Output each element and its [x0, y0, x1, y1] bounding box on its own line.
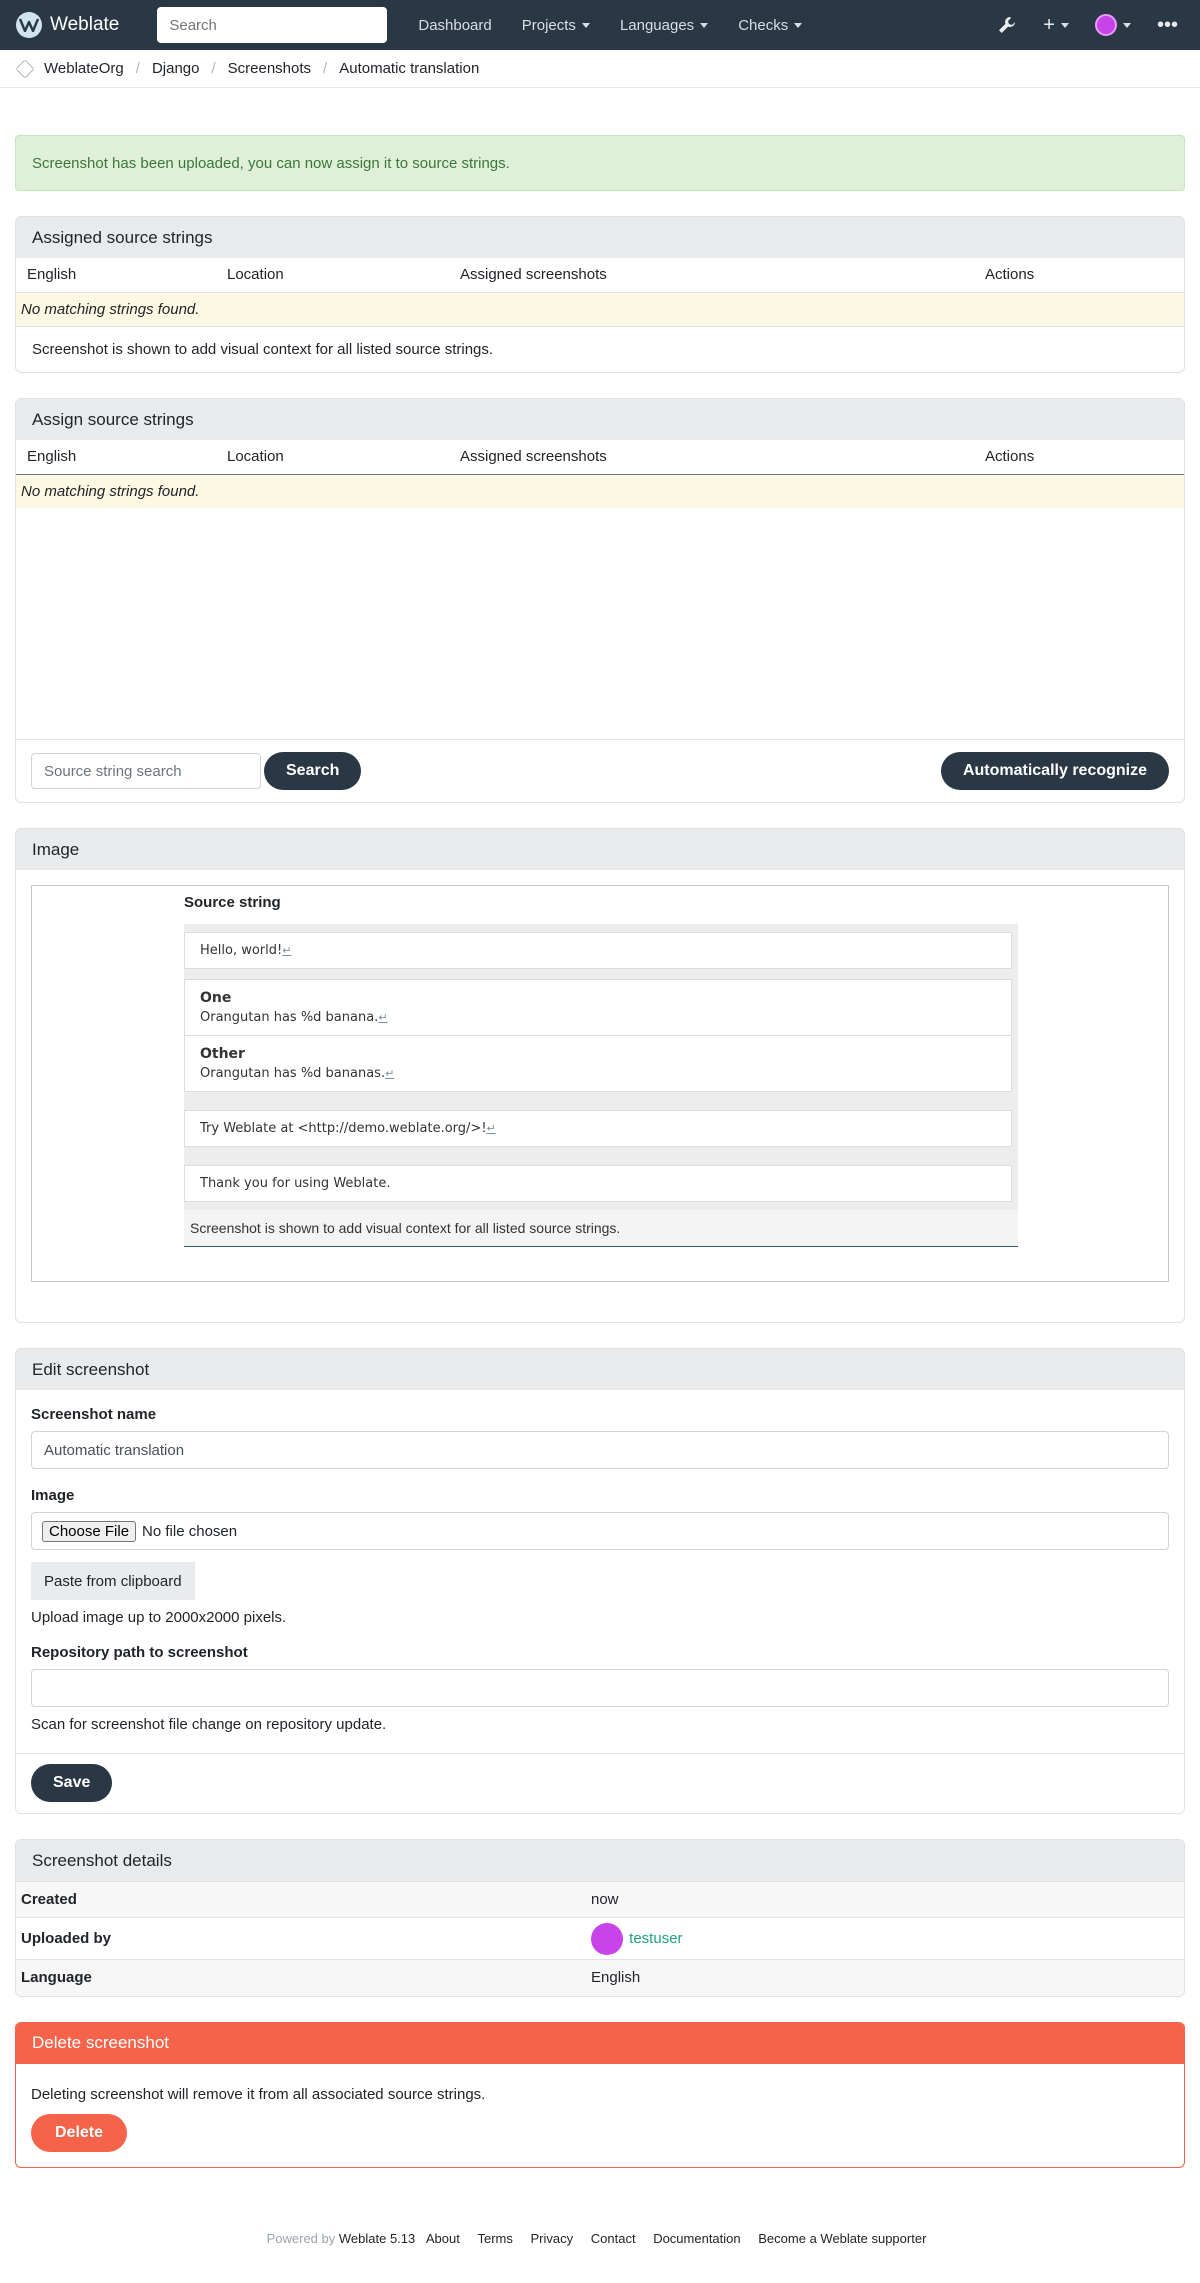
column-header: Actions — [974, 440, 1184, 474]
screenshot-header: Source string — [184, 894, 281, 911]
top-navbar — [0, 0, 1200, 50]
avatar — [591, 1923, 623, 1955]
nav-checks[interactable] — [723, 17, 817, 34]
breadcrumb-organization[interactable]: WeblateOrg — [44, 60, 124, 77]
brand-name: Weblate — [50, 14, 120, 35]
newline-icon: ↵ — [486, 1122, 496, 1135]
chevron-down-icon — [700, 23, 708, 28]
cube-icon — [15, 59, 34, 78]
language-label: Language — [16, 1960, 586, 1996]
screenshot-details-table — [16, 1881, 1184, 1996]
nav-right — [997, 14, 1184, 37]
column-header: Assigned screenshots — [449, 440, 974, 474]
screenshot-image — [31, 885, 1169, 1282]
row-gap — [184, 969, 1018, 979]
uploader-link[interactable]: testuser — [629, 1929, 683, 1947]
choose-file-button[interactable]: Choose File — [42, 1521, 136, 1542]
screenshot-content — [184, 886, 1018, 1282]
row-gap — [184, 1092, 1018, 1110]
column-header: Assigned screenshots — [449, 258, 974, 292]
repo-path-help: Scan for screenshot file change on repository update. — [31, 1716, 387, 1733]
edit-screenshot-form — [16, 1390, 1184, 1753]
edit-screenshot-footer — [16, 1753, 1184, 1813]
language-value: English — [586, 1960, 1184, 1996]
chevron-down-icon — [794, 23, 802, 28]
nav-dashboard-label: Dashboard — [418, 16, 492, 34]
brand[interactable] — [16, 12, 119, 38]
avatar — [1095, 14, 1117, 36]
footer-link-about[interactable]: About — [425, 2230, 460, 2246]
auto-recognize-button[interactable]: Automatically recognize — [941, 752, 1169, 790]
screenshot-string-row — [184, 1165, 1012, 1202]
chevron-down-icon — [582, 23, 590, 28]
newline-icon: ↵ — [385, 1067, 395, 1080]
edit-screenshot-card — [15, 1348, 1185, 1814]
more-icon[interactable]: ••• — [1156, 13, 1178, 36]
string-text: Hello, world! — [200, 943, 283, 958]
string-text: Thank you for using Weblate. — [200, 1176, 391, 1191]
table-row — [16, 1960, 1184, 1996]
column-header: English — [16, 258, 216, 292]
footer-link-documentation[interactable]: Documentation — [653, 2230, 741, 2246]
image-file-input[interactable] — [31, 1512, 1169, 1550]
upload-help: Upload image up to 2000x2000 pixels. — [31, 1609, 287, 1626]
save-button[interactable]: Save — [31, 1764, 112, 1802]
file-status: No file chosen — [142, 1522, 238, 1540]
delete-screenshot-title: Delete screenshot — [16, 2023, 1184, 2064]
repo-path-label: Repository path to screenshot — [31, 1644, 248, 1661]
footer-link-contact[interactable]: Contact — [590, 2230, 636, 2246]
assigned-note: Screenshot is shown to add visual context for all listed source strings. — [16, 326, 1184, 372]
alert-text: Screenshot has been uploaded, you can now assign it to source strings. — [32, 154, 510, 172]
newline-icon: ↵ — [378, 1011, 388, 1024]
assign-strings-title: Assign source strings — [16, 399, 1184, 440]
delete-screenshot-card — [15, 2022, 1185, 2168]
breadcrumb-separator: / — [211, 60, 216, 77]
screenshot-caption: Screenshot is shown to add visual context for all listed source strings. — [184, 1210, 1018, 1247]
empty-message: No matching strings found. — [16, 474, 1184, 508]
screenshot-details-title: Screenshot details — [16, 1840, 1184, 1881]
image-title: Image — [16, 829, 1184, 870]
screenshot-string-row — [184, 932, 1012, 969]
breadcrumb-separator: / — [135, 60, 140, 77]
uploaded-by-label: Uploaded by — [16, 1918, 586, 1960]
breadcrumb-current[interactable]: Automatic translation — [339, 60, 480, 77]
created-value: now — [586, 1882, 1184, 1918]
table-row — [16, 1882, 1184, 1918]
nav-languages-label: Languages — [619, 16, 695, 34]
assigned-strings-title: Assigned source strings — [16, 217, 1184, 258]
column-header: Location — [216, 258, 449, 292]
assigned-strings-card — [15, 216, 1185, 373]
screenshot-string-row — [184, 1110, 1012, 1147]
delete-screenshot-body — [16, 2064, 1184, 2167]
plural-label: One — [200, 990, 232, 1006]
table-row — [16, 1918, 1184, 1960]
string-text: Orangutan has %d banana. — [200, 1010, 379, 1025]
user-menu-button[interactable] — [1095, 14, 1131, 36]
breadcrumb — [0, 50, 1200, 88]
newline-icon: ↵ — [282, 944, 292, 957]
screenshot-name-label: Screenshot name — [31, 1406, 157, 1423]
plural-label: Other — [200, 1046, 245, 1062]
empty-message: No matching strings found. — [16, 292, 1184, 326]
repo-path-input[interactable] — [31, 1669, 1169, 1707]
spacer — [16, 1297, 1184, 1322]
nav-dashboard[interactable] — [403, 17, 506, 34]
footer-link-supporter[interactable]: Become a Weblate supporter — [758, 2230, 927, 2246]
image-card — [15, 828, 1185, 1323]
delete-button[interactable]: Delete — [31, 2114, 127, 2152]
assign-strings-toolbar — [16, 740, 1184, 802]
column-header: Actions — [974, 258, 1184, 292]
weblate-logo-icon — [16, 12, 42, 38]
page-footer — [0, 2193, 1200, 2276]
add-menu-button[interactable] — [1043, 14, 1069, 37]
row-gap — [184, 1147, 1018, 1165]
footer-link-privacy[interactable]: Privacy — [530, 2230, 574, 2246]
paste-clipboard-button[interactable]: Paste from clipboard — [31, 1562, 195, 1600]
assigned-strings-table — [16, 258, 1184, 326]
wrench-icon[interactable] — [997, 15, 1017, 35]
string-text: Orangutan has %d bananas. — [200, 1066, 386, 1081]
screenshot-details-card — [15, 1839, 1185, 1997]
version-link[interactable]: Weblate 5.13 — [338, 2230, 416, 2246]
nav-languages[interactable] — [605, 17, 723, 34]
nav-projects-label: Projects — [521, 16, 576, 34]
source-string-search-input[interactable]: Source string search — [31, 753, 261, 789]
screenshot-plural-row — [184, 979, 1012, 1036]
screenshot-name-input[interactable]: Automatic translation — [31, 1431, 1169, 1469]
screenshot-string-list — [184, 924, 1018, 1210]
delete-warning-text: Deleting screenshot will remove it from all associated source strings. — [31, 2085, 486, 2103]
nav-checks-label: Checks — [738, 16, 789, 34]
screenshot-plural-row — [184, 1036, 1012, 1092]
chevron-down-icon — [1123, 23, 1131, 28]
image-label: Image — [31, 1487, 75, 1504]
breadcrumb-separator: / — [323, 60, 328, 77]
edit-screenshot-title: Edit screenshot — [16, 1349, 1184, 1390]
chevron-down-icon — [1061, 23, 1069, 28]
search-input[interactable] — [157, 7, 387, 43]
main-content — [0, 135, 1200, 2168]
column-header: Location — [216, 440, 449, 474]
breadcrumb-screenshots[interactable]: Screenshots — [227, 60, 312, 77]
assign-strings-table — [16, 440, 1184, 508]
breadcrumb-project[interactable]: Django — [151, 60, 200, 77]
created-label: Created — [16, 1882, 586, 1918]
search-button[interactable]: Search — [264, 752, 361, 790]
uploaded-by-cell — [586, 1918, 1184, 1960]
powered-by-label: Powered by — [266, 2230, 336, 2246]
footer-link-terms[interactable]: Terms — [477, 2230, 513, 2246]
assign-strings-card — [15, 398, 1185, 803]
nav-links — [403, 17, 817, 34]
column-header: English — [16, 440, 216, 474]
success-alert — [15, 135, 1185, 191]
nav-projects[interactable] — [507, 17, 605, 34]
delete-row — [31, 2114, 1169, 2152]
assign-strings-list — [16, 440, 1184, 740]
string-text: Try Weblate at <http://demo.weblate.org/>! — [200, 1121, 487, 1136]
paste-row — [31, 1562, 1169, 1600]
plus-icon: + — [1043, 13, 1055, 36]
